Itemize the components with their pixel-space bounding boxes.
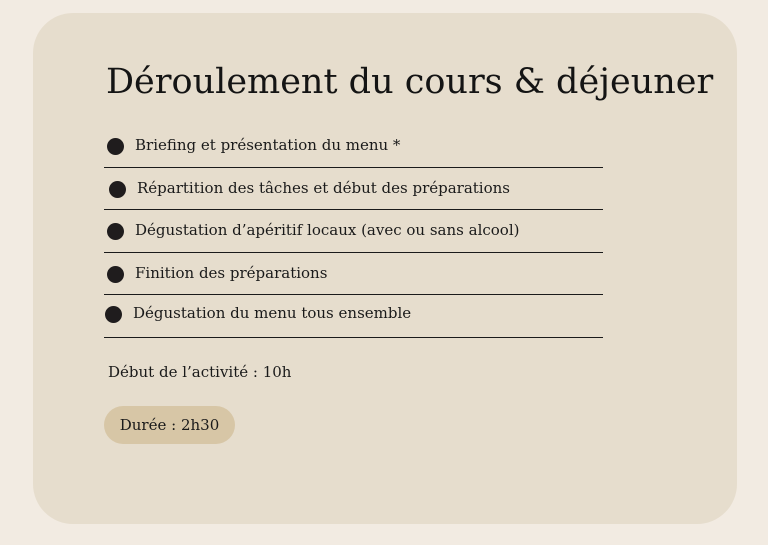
bullet-dot-icon	[107, 223, 124, 240]
step-label: Finition des préparations	[135, 263, 328, 282]
step-label: Dégustation du menu tous ensemble	[133, 304, 412, 322]
bullet-dot-icon	[107, 266, 124, 283]
list-item-step-5	[104, 295, 603, 338]
step-label: Briefing et présentation du menu *	[135, 136, 401, 154]
step-label: Répartition des tâches et début des préparations	[137, 178, 510, 197]
bullet-dot-icon	[109, 181, 126, 198]
start-time-text: Début de l’activité : 10h	[108, 363, 292, 381]
list-item-step-4	[104, 253, 603, 296]
step-label: Dégustation d’apéritif locaux (avec ou sans alcool)	[135, 221, 520, 239]
steps-list	[104, 125, 603, 338]
page-title: Déroulement du cours & déjeuner	[106, 62, 714, 102]
bullet-dot-icon	[105, 306, 122, 323]
list-item-step-1	[104, 125, 603, 168]
list-item-step-2	[104, 168, 603, 211]
duration-badge: Durée : 2h30	[104, 406, 235, 444]
list-item-step-3	[104, 210, 603, 253]
bullet-dot-icon	[107, 138, 124, 155]
